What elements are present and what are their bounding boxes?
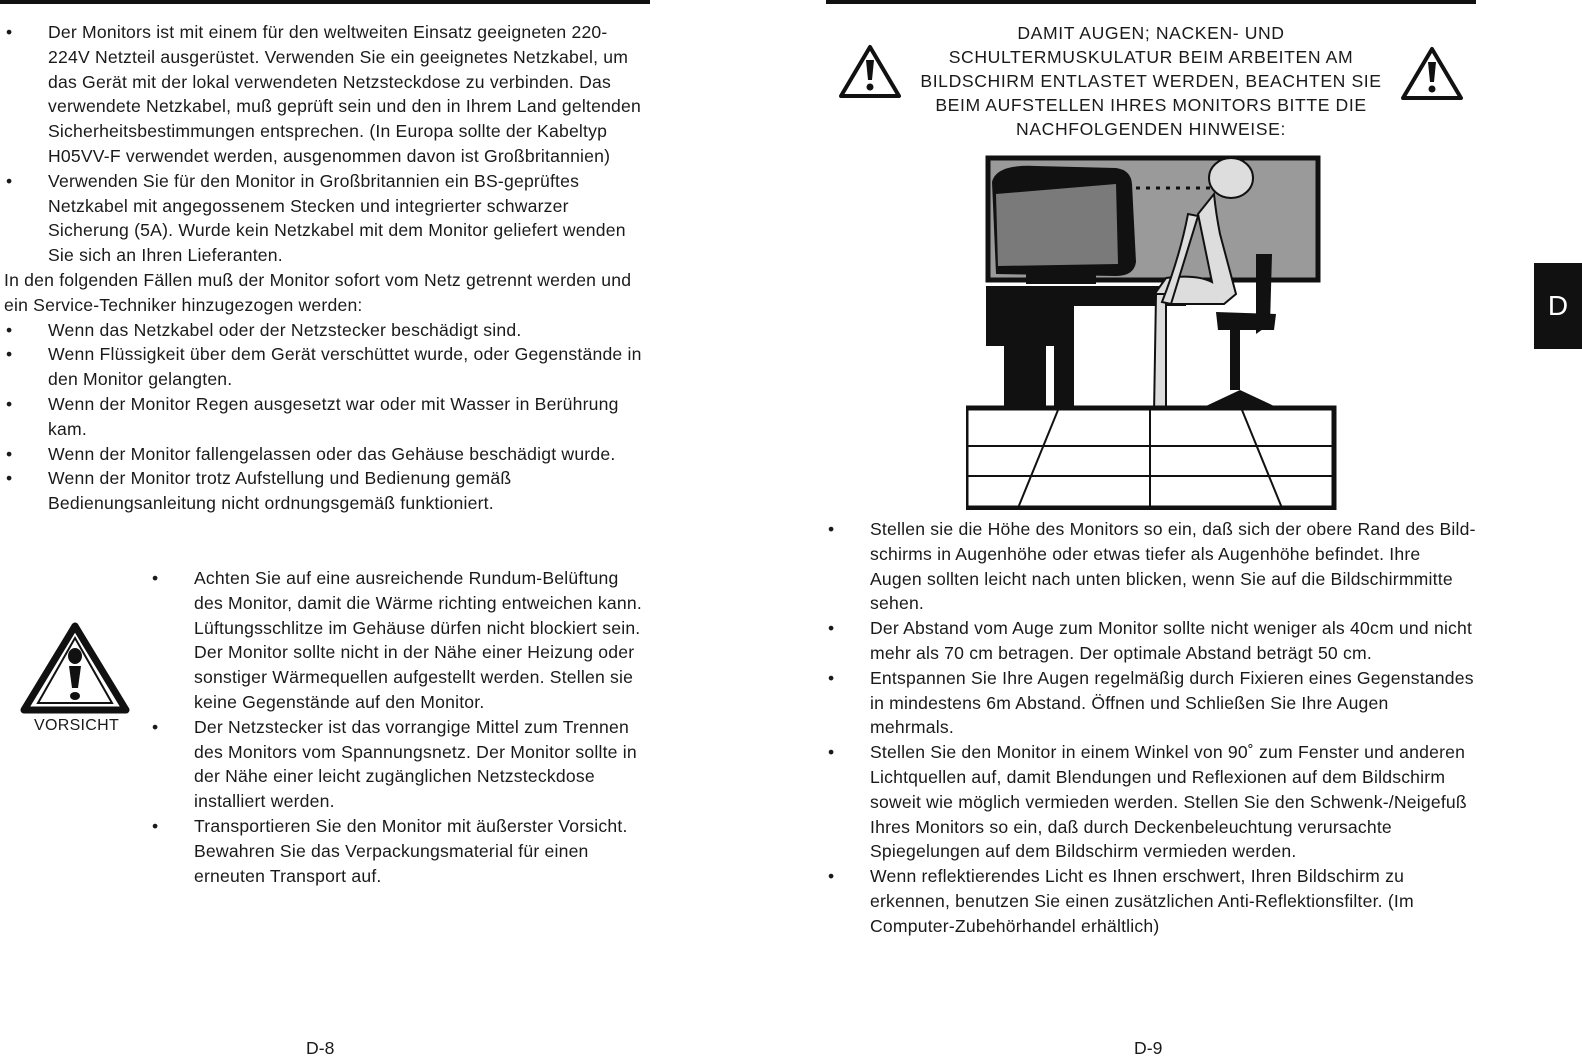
right-page-text	[826, 517, 1476, 939]
caution-list	[150, 566, 644, 888]
list-item: • Wenn reflektierendes Licht es Ihnen erschwert, Ihren Bildschirm zu erkennen, benutzen Sie einen zusätzlichen Anti-Reflektionsfilter. (Im Computer-Zubehörhandel erhältlich)	[826, 864, 1476, 938]
list-item: • Wenn das Netzkabel oder der Netzstecker beschädigt sind.	[4, 318, 644, 343]
disconnect-cases-list	[4, 318, 644, 516]
list-item: • Der Abstand vom Auge zum Monitor sollte nicht weniger als 40cm und nicht mehr als 70 cm betragen. Der optimale Abstand beträgt 50 cm.	[826, 616, 1476, 666]
list-item: • Wenn der Monitor trotz Aufstellung und Bedienung gemäß Bedienungsanleitung nicht ordnungsgemäß funktioniert.	[4, 466, 644, 516]
caution-triangle-icon	[20, 622, 130, 714]
power-cable-list	[4, 20, 644, 268]
list-item: • Der Monitors ist mit einem für den weltweiten Einsatz geeigneten 220-224V Netzteil ausgerüstet. Verwenden Sie ein geeignetes Netzkabel, um das Gerät mit der lokal verwendeten Netzsteckdose zu verbinden. Das verwendete Netzkabel, muß geprüft sein und den in Ihrem Land geltenden Sicherheitsbestimmungen entsprechen. (In Europa sollte der Kabeltyp H05VV-F verwendet werden, ausgenommen davon ist Großbritannien)	[4, 20, 644, 169]
list-item: • Achten Sie auf eine ausreichende Rundum-Belüftung des Monitor, damit die Wärme richting entweichen kann. Lüftungsschlitze im Gehäuse dürfen nicht blockiert sein. Der Monitor sollte nicht in der Nähe einer Heizung oder sonstiger Wärmequellen aufgestellt werden. Stellen sie keine Gegenstände auf den Monitor.	[150, 566, 644, 715]
list-item: • Wenn der Monitor fallengelassen oder das Gehäuse beschädigt wurde.	[4, 442, 644, 467]
ergonomics-heading: DAMIT AUGEN; NACKEN- UND SCHULTERMUSKULATUR BEIM ARBEITEN AM BILDSCHIRM ENTLASTET WERDEN, BEACHTEN SIE BEIM AUFSTELLEN IHRES MONITORS BITTE DIE NACHFOLGENDEN HINWEISE:	[920, 23, 1382, 139]
list-item: • Der Netzstecker ist das vorrangige Mittel zum Trennen des Monitors vom Spannungsnetz. Der Monitor sollte in der Nähe einer leicht zugänglichen Netzsteckdose installiert werden.	[150, 715, 644, 814]
list-item: • Wenn der Monitor Regen ausgesetzt war oder mit Wasser in Berührung kam.	[4, 392, 644, 442]
list-item: • Stellen sie die Höhe des Monitors so ein, daß sich der obere Rand des Bild-schirms in Augenhöhe oder etwas tiefer als Augenhöhe befindet. Ihre Augen sollten leicht nach unten blicken, wenn Sie auf die Bildschirmmitte sehen.	[826, 517, 1476, 616]
page-number-right: D-9	[1134, 1038, 1163, 1058]
list-item: • Entspannen Sie Ihre Augen regelmäßig durch Fixieren eines Gegenstandes in mindestens 6m Abstand. Öffnen und Schließen Sie Ihre Augen mehrmals.	[826, 666, 1476, 740]
left-page-caution-text	[150, 566, 644, 888]
list-item: • Verwenden Sie für den Monitor in Großbritannien ein BS-geprüftes Netzkabel mit angegossenem Stecken und integrierter schwarzer Sicherung (5A). Wurde kein Netzkabel mit dem Monitor geliefert wenden Sie sich an Ihren Lieferanten.	[4, 169, 644, 268]
right-top-rule	[826, 0, 1476, 4]
list-item: • Wenn Flüssigkeit über dem Gerät verschüttet wurde, oder Gegenstände in den Monitor gelangten.	[4, 342, 644, 392]
ergonomic-workstation-illustration	[966, 154, 1338, 510]
warning-triangle-icon	[838, 44, 902, 100]
language-tab: D	[1534, 263, 1582, 349]
left-top-rule	[0, 0, 650, 4]
ergonomics-list	[826, 517, 1476, 939]
page-number-left: D-8	[306, 1038, 335, 1058]
disconnect-intro: In den folgenden Fällen muß der Monitor sofort vom Netz getrennt werden und ein Service-Techniker hinzugezogen werden:	[4, 269, 632, 315]
list-item: • Transportieren Sie den Monitor mit äußerster Vorsicht. Bewahren Sie das Verpackungsmaterial für einen erneuten Transport auf.	[150, 814, 644, 888]
warning-triangle-icon	[1400, 46, 1464, 102]
caution-label: VORSICHT	[34, 717, 120, 734]
list-item: • Stellen Sie den Monitor in einem Winkel von 90˚ zum Fenster und anderen Lichtquellen auf, damit Blendungen und Reflexionen auf dem Bildschirm soweit wie möglich vermieden werden. Stellen Sie den Schwenk-/Neigefuß Ihres Monitors so ein, daß durch Deckenbeleuchtung verursachte Spiegelungen auf dem Bildschirm vermieden werden.	[826, 740, 1476, 864]
left-page-top-text	[4, 20, 644, 516]
